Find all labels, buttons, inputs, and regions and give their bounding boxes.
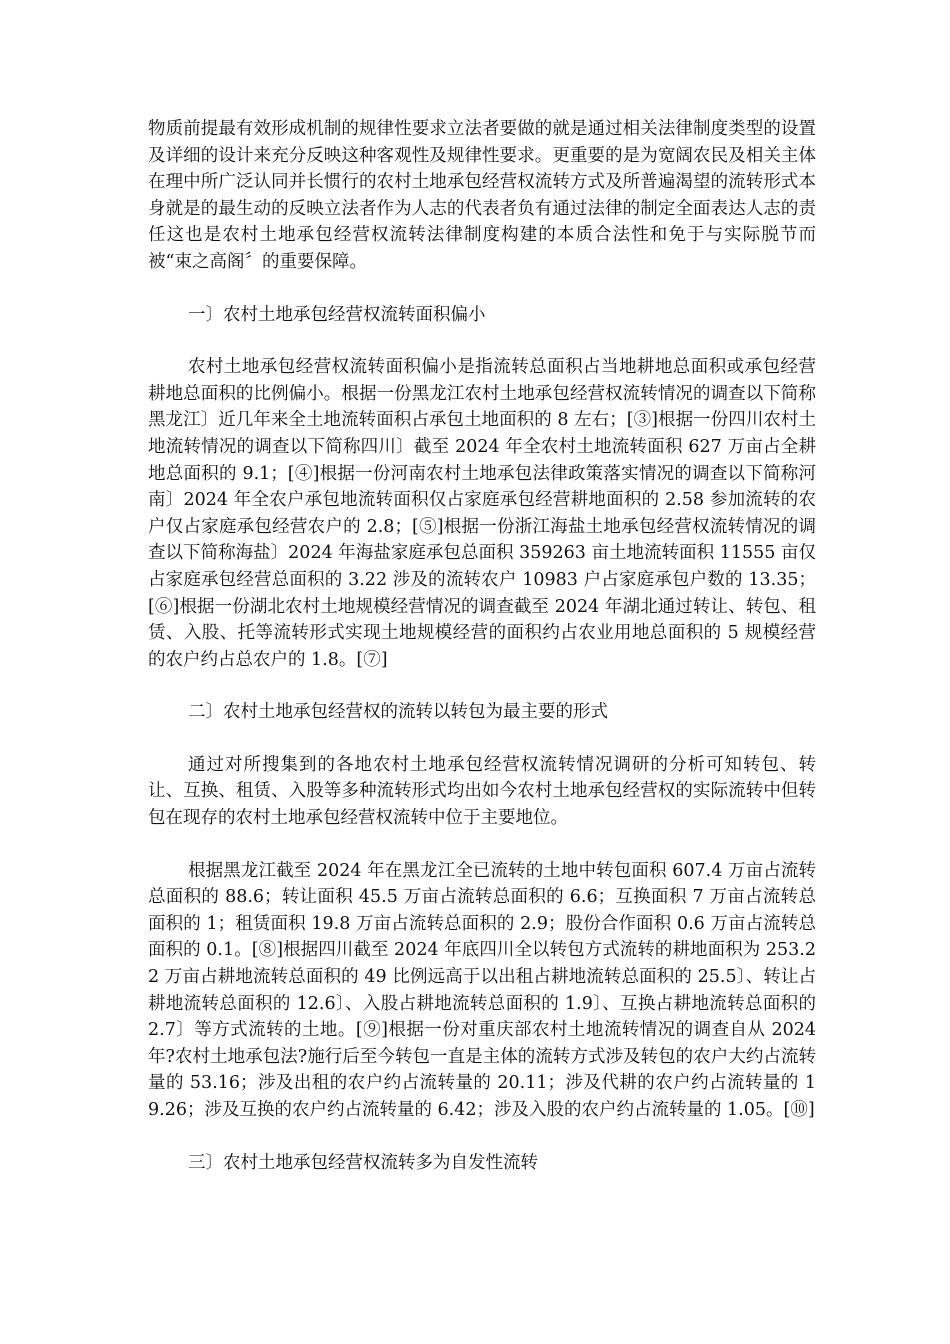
section-heading-3: 三〕农村土地承包经营权流转多为自发性流转 [188,1152,538,1173]
body-paragraph: 物质前提最有效形成机制的规律性要求立法者要做的就是通过相关法律制度类型的设置及详细的设计来充分反映这种客观性及规律性要求。更重要的是为宽阔农民及相关主体在理中所广泛认同并长惯行的农村土地承包经营权流转方式及所普遍渴望的流转形式本身就是的最生动的反映立法者作为人志的代表者负有通过法律的制定全面表达人志的责任这也是农村土地承包经营权流转法律制度构建的本质合法性和免于与实际脱节而被“束之高阁〞的重要保障。 [148,119,816,272]
body-paragraph: 农村土地承包经营权流转面积偏小是指流转总面积占当地耕地总面积或承包经营耕地总面积的比例偏小。根据一份黑龙江农村土地承包经营权流转情况的调查以下简称黑龙江〕近几年来全土地流转面积占承包土地面积的 8 左右；[③]根据一份四川农村土地流转情况的调查以下简称四川〕截至 2024 年全农村土地流转面积 627 万亩占全耕地总面积的 9.1；[④]根据一份河南农村土地承包法律政策落实情况的调查以下简称河南〕2024 年全农户承包地流转面积仅占家庭承包经营耕地面积的 2.58 参加流转的农户仅占家庭承包经营农户的 2.8；[⑤]根据一份浙江海盐土地承包经营权流转情况的调查以下简称海盐〕2024 年海盐家庭承包总面积 359263 亩土地流转面积 11555 亩仅占家庭承包经营总面积的 3.22 涉及的流转农户 10983 户占家庭承包户数的 13.35；[⑥]根据一份湖北农村土地规模经营情况的调查截至 2024 年湖北通过转让、转包、租赁、入股、托等流转形式实现土地规模经营的面积约占农业用地总面积的 5 规模经营的农户约占总农户的 1.8。[⑦] [148,357,816,670]
document-page [148,116,816,1176]
section-heading-1: 一〕农村土地承包经营权流转面积偏小 [188,304,486,325]
body-paragraph: 根据黑龙江截至 2024 年在黑龙江全已流转的土地中转包面积 607.4 万亩占流转总面积的 88.6；转让面积 45.5 万亩占流转总面积的 6.6；互换面积 7 万亩占流转总面积的 1；租赁面积 19.8 万亩占流转总面积的 2.9；股份合作面积 0.6 万亩占流转总面积的 0.1。[⑧]根据四川截至 2024 年底四川全以转包方式流转的耕地面积为 253.22 万亩占耕地流转总面积的 49 比例远高于以出租占耕地流转总面积的 25.5〕、转让占耕地流转总面积的 12.6〕、入股占耕地流转总面积的 1.9〕、互换占耕地流转总面积的 2.7〕等方式流转的土地。[⑨]根据一份对重庆部农村土地流转情况的调查自从 2024 年?农村土地承包法?施行后至今转包一直是主体的流转方式涉及转包的农户大约占流转量的 53.16；涉及出租的农户约占流转量的 20.11；涉及代耕的农户约占流转量的 19.26；涉及互换的农户约占流转量的 6.42；涉及入股的农户约占流转量的 1.05。[⑩] [148,860,816,1120]
body-paragraph: 通过对所搜集到的各地农村土地承包经营权流转情况调研的分析可知转包、转让、互换、租赁、入股等多种流转形式均出如今农村土地承包经营权的实际流转中但转包在现存的农村土地承包经营权流转中位于主要地位。 [148,754,816,829]
section-heading-2: 二〕农村土地承包经营权的流转以转包为最主要的形式 [188,702,608,723]
